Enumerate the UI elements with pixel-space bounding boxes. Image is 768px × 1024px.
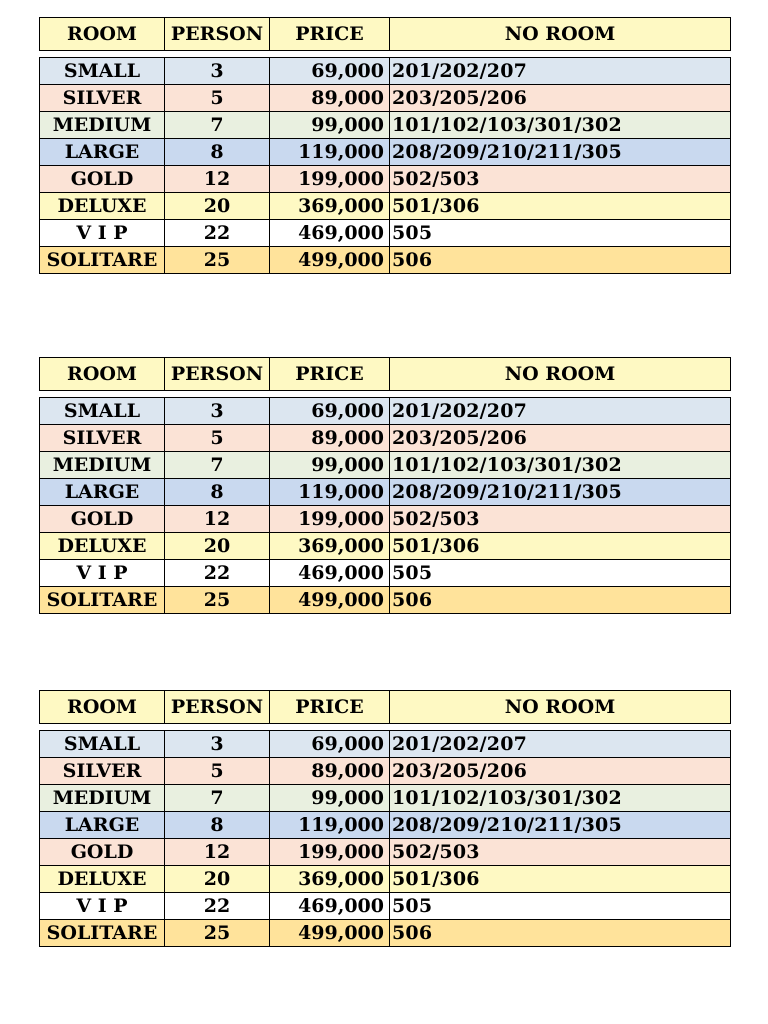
table-row (40, 866, 731, 893)
cell-no-room: 203/205/206 (390, 425, 731, 452)
cell-room: SOLITARE (40, 587, 165, 614)
header-room: ROOM (40, 691, 165, 724)
header-price: PRICE (270, 358, 390, 391)
table-row (40, 247, 731, 274)
cell-room: V I P (40, 220, 165, 247)
cell-room: SMALL (40, 398, 165, 425)
table-row (40, 139, 731, 166)
cell-price: 69,000 (270, 398, 390, 425)
cell-no-room: 101/102/103/301/302 (390, 112, 731, 139)
cell-price: 89,000 (270, 85, 390, 112)
cell-price: 499,000 (270, 587, 390, 614)
cell-no-room: 502/503 (390, 839, 731, 866)
price-table-1 (39, 17, 730, 274)
price-table-3 (39, 690, 730, 947)
header-person: PERSON (165, 691, 270, 724)
cell-person: 3 (165, 58, 270, 85)
cell-price: 89,000 (270, 758, 390, 785)
cell-person: 22 (165, 560, 270, 587)
cell-person: 8 (165, 479, 270, 506)
header-room: ROOM (40, 18, 165, 51)
cell-price: 69,000 (270, 731, 390, 758)
table-row (40, 920, 731, 947)
cell-person: 7 (165, 785, 270, 812)
cell-no-room: 506 (390, 920, 731, 947)
cell-price: 99,000 (270, 112, 390, 139)
cell-room: MEDIUM (40, 112, 165, 139)
cell-room: DELUXE (40, 533, 165, 560)
header-no-room: NO ROOM (390, 691, 731, 724)
table-row (40, 812, 731, 839)
cell-room: GOLD (40, 506, 165, 533)
cell-room: V I P (40, 893, 165, 920)
cell-price: 199,000 (270, 839, 390, 866)
table-row (40, 533, 731, 560)
table-row (40, 220, 731, 247)
table-row (40, 452, 731, 479)
cell-person: 7 (165, 452, 270, 479)
cell-price: 89,000 (270, 425, 390, 452)
cell-room: SOLITARE (40, 920, 165, 947)
cell-price: 119,000 (270, 139, 390, 166)
table-row (40, 58, 731, 85)
cell-price: 369,000 (270, 866, 390, 893)
cell-no-room: 201/202/207 (390, 58, 731, 85)
cell-no-room: 501/306 (390, 533, 731, 560)
cell-person: 22 (165, 893, 270, 920)
cell-person: 12 (165, 839, 270, 866)
cell-no-room: 203/205/206 (390, 758, 731, 785)
cell-room: SMALL (40, 731, 165, 758)
cell-no-room: 505 (390, 893, 731, 920)
cell-price: 469,000 (270, 893, 390, 920)
cell-room: GOLD (40, 839, 165, 866)
cell-room: V I P (40, 560, 165, 587)
header-price: PRICE (270, 18, 390, 51)
cell-no-room: 502/503 (390, 166, 731, 193)
cell-person: 12 (165, 166, 270, 193)
table-row (40, 758, 731, 785)
cell-no-room: 502/503 (390, 506, 731, 533)
header-person: PERSON (165, 358, 270, 391)
cell-person: 20 (165, 866, 270, 893)
cell-no-room: 506 (390, 247, 731, 274)
cell-person: 20 (165, 193, 270, 220)
cell-room: GOLD (40, 166, 165, 193)
cell-person: 25 (165, 587, 270, 614)
cell-room: LARGE (40, 139, 165, 166)
cell-room: LARGE (40, 812, 165, 839)
header-price: PRICE (270, 691, 390, 724)
cell-no-room: 501/306 (390, 866, 731, 893)
cell-person: 25 (165, 247, 270, 274)
cell-no-room: 208/209/210/211/305 (390, 479, 731, 506)
cell-no-room: 203/205/206 (390, 85, 731, 112)
cell-room: DELUXE (40, 866, 165, 893)
cell-person: 7 (165, 112, 270, 139)
cell-price: 469,000 (270, 220, 390, 247)
cell-person: 5 (165, 425, 270, 452)
cell-no-room: 201/202/207 (390, 398, 731, 425)
table-row (40, 112, 731, 139)
cell-price: 199,000 (270, 506, 390, 533)
cell-person: 3 (165, 731, 270, 758)
table-row (40, 785, 731, 812)
cell-person: 25 (165, 920, 270, 947)
table-row (40, 893, 731, 920)
table-row (40, 506, 731, 533)
table-row (40, 839, 731, 866)
cell-room: SILVER (40, 85, 165, 112)
table-row (40, 398, 731, 425)
header-person: PERSON (165, 18, 270, 51)
cell-no-room: 505 (390, 560, 731, 587)
price-table-2 (39, 357, 730, 614)
cell-room: LARGE (40, 479, 165, 506)
cell-price: 469,000 (270, 560, 390, 587)
table-row (40, 425, 731, 452)
cell-price: 69,000 (270, 58, 390, 85)
table-row (40, 166, 731, 193)
table-row (40, 85, 731, 112)
table-header-row (40, 18, 731, 51)
cell-no-room: 208/209/210/211/305 (390, 812, 731, 839)
cell-person: 5 (165, 85, 270, 112)
table-row (40, 193, 731, 220)
table-row (40, 560, 731, 587)
cell-person: 3 (165, 398, 270, 425)
cell-room: DELUXE (40, 193, 165, 220)
cell-price: 499,000 (270, 920, 390, 947)
header-no-room: NO ROOM (390, 18, 731, 51)
cell-person: 12 (165, 506, 270, 533)
cell-person: 8 (165, 139, 270, 166)
cell-price: 119,000 (270, 812, 390, 839)
table-header-row (40, 358, 731, 391)
cell-no-room: 505 (390, 220, 731, 247)
cell-price: 99,000 (270, 452, 390, 479)
cell-person: 5 (165, 758, 270, 785)
cell-price: 499,000 (270, 247, 390, 274)
cell-price: 119,000 (270, 479, 390, 506)
cell-room: MEDIUM (40, 785, 165, 812)
cell-room: SOLITARE (40, 247, 165, 274)
cell-no-room: 501/306 (390, 193, 731, 220)
header-no-room: NO ROOM (390, 358, 731, 391)
cell-room: MEDIUM (40, 452, 165, 479)
cell-price: 369,000 (270, 193, 390, 220)
cell-room: SILVER (40, 758, 165, 785)
cell-no-room: 101/102/103/301/302 (390, 785, 731, 812)
cell-person: 8 (165, 812, 270, 839)
cell-no-room: 506 (390, 587, 731, 614)
cell-no-room: 208/209/210/211/305 (390, 139, 731, 166)
cell-price: 199,000 (270, 166, 390, 193)
cell-no-room: 201/202/207 (390, 731, 731, 758)
header-room: ROOM (40, 358, 165, 391)
cell-price: 369,000 (270, 533, 390, 560)
cell-room: SMALL (40, 58, 165, 85)
cell-person: 22 (165, 220, 270, 247)
table-header-row (40, 691, 731, 724)
table-row (40, 731, 731, 758)
table-row (40, 479, 731, 506)
table-row (40, 587, 731, 614)
cell-room: SILVER (40, 425, 165, 452)
cell-price: 99,000 (270, 785, 390, 812)
cell-person: 20 (165, 533, 270, 560)
cell-no-room: 101/102/103/301/302 (390, 452, 731, 479)
